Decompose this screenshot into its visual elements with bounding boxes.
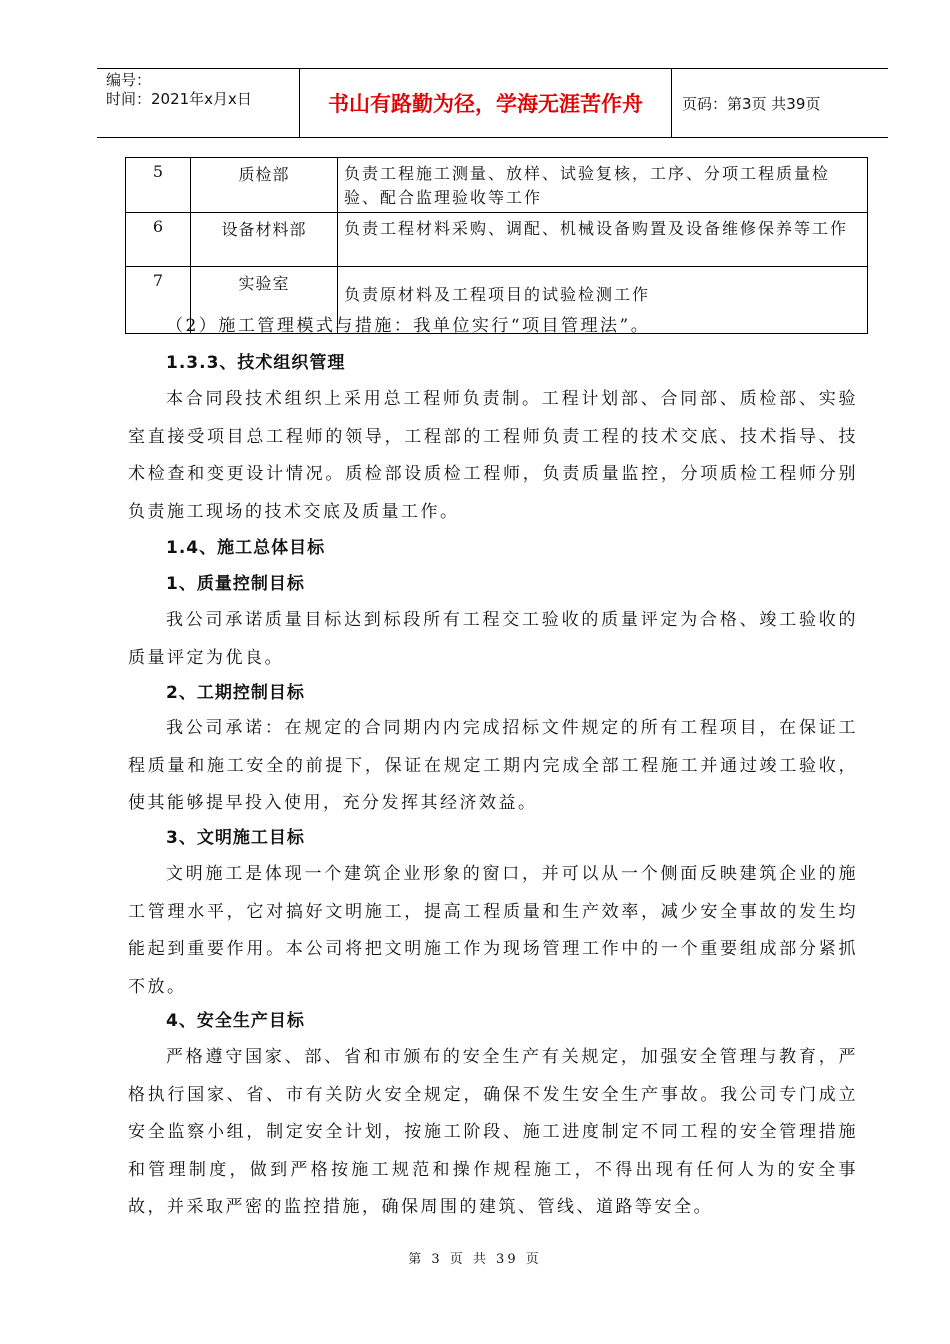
heading-1-3-3: 1.3.3、技术组织管理 [166,353,346,373]
department-duty: 负责工程材料采购、调配、机械设备购置及设备维修保养等工作 [338,213,868,267]
heading-quality-target: 1、质量控制目标 [166,574,305,594]
department-name: 质检部 [191,158,338,213]
paragraph-schedule-target: 我公司承诺：在规定的合同期内内完成招标文件规定的所有工程项目，在保证工程质量和施工安全的前提下，保证在规定工期内完成全部工程施工并通过竣工验收，使其能够提早投入使用，充分发挥其经济效益。 [128,718,858,813]
paragraph-civil-construction-target: 文明施工是体现一个建筑企业形象的窗口，并可以从一个侧面反映建筑企业的施工管理水平，它对搞好文明施工，提高工程质量和生产效率，减少安全事故的发生均能起到重要作用。本公司将把文明施工作为现场管理工作中的一个重要组成部分紧抓不放。 [128,864,858,997]
header-meta [97,69,300,137]
table-row [126,158,868,213]
heading-safety-target: 4、安全生产目标 [166,1011,305,1031]
department-duty: 负责工程施工测量、放样、试验复核，工序、分项工程质量检验、配合监理验收等工作 [338,158,868,213]
header-page-info: 页码：第3页 共39页 [682,94,821,113]
code-label: 编号： [106,71,152,89]
header-motto: 书山有路勤为径，学海无涯苦作舟 [300,69,672,137]
row-number: 5 [126,158,191,213]
heading-1-4: 1.4、施工总体目标 [166,538,326,558]
row-number: 6 [126,213,191,267]
row-number: 7 [126,267,191,334]
table-row [126,213,868,267]
paragraph-tech-management: 本合同段技术组织上采用总工程师负责制。工程计划部、合同部、质检部、实验室直接受项目总工程师的领导，工程部的工程师负责工程的技术交底、技术指导、技术检查和变更设计情况。质检部设质检工程师，负责质量监控，分项质检工程师分别负责施工现场的技术交底及质量工作。 [128,389,858,522]
heading-schedule-target: 2、工期控制目标 [166,683,305,703]
paragraph-safety-target: 严格遵守国家、部、省和市颁布的安全生产有关规定，加强安全管理与教育，严格执行国家、省、市有关防火安全规定，确保不发生安全生产事故。我公司专门成立安全监察小组，制定安全计划，按施工阶段、施工进度制定不同工程的安全管理措施和管理制度，做到严格按施工规范和操作规程施工，不得出现有任何人为的安全事故，并采取严密的监控措施，确保周围的建筑、管线、道路等安全。 [128,1047,858,1217]
paragraph-management-mode: （2）施工管理模式与措施：我单位实行“项目管理法”。 [166,316,651,336]
page-footer: 第 3 页 共 39 页 [408,1252,542,1267]
department-name: 设备材料部 [191,213,338,267]
page-header [97,68,888,138]
department-name: 实验室 [191,267,338,334]
time-label: 时间：2021年x月x日 [106,90,252,108]
paragraph-quality-target: 我公司承诺质量目标达到标段所有工程交工验收的质量评定为合格、竣工验收的质量评定为优良。 [128,610,858,668]
heading-civil-construction-target: 3、文明施工目标 [166,828,305,848]
department-duty: 负责原材料及工程项目的试验检测工作 [338,267,868,334]
